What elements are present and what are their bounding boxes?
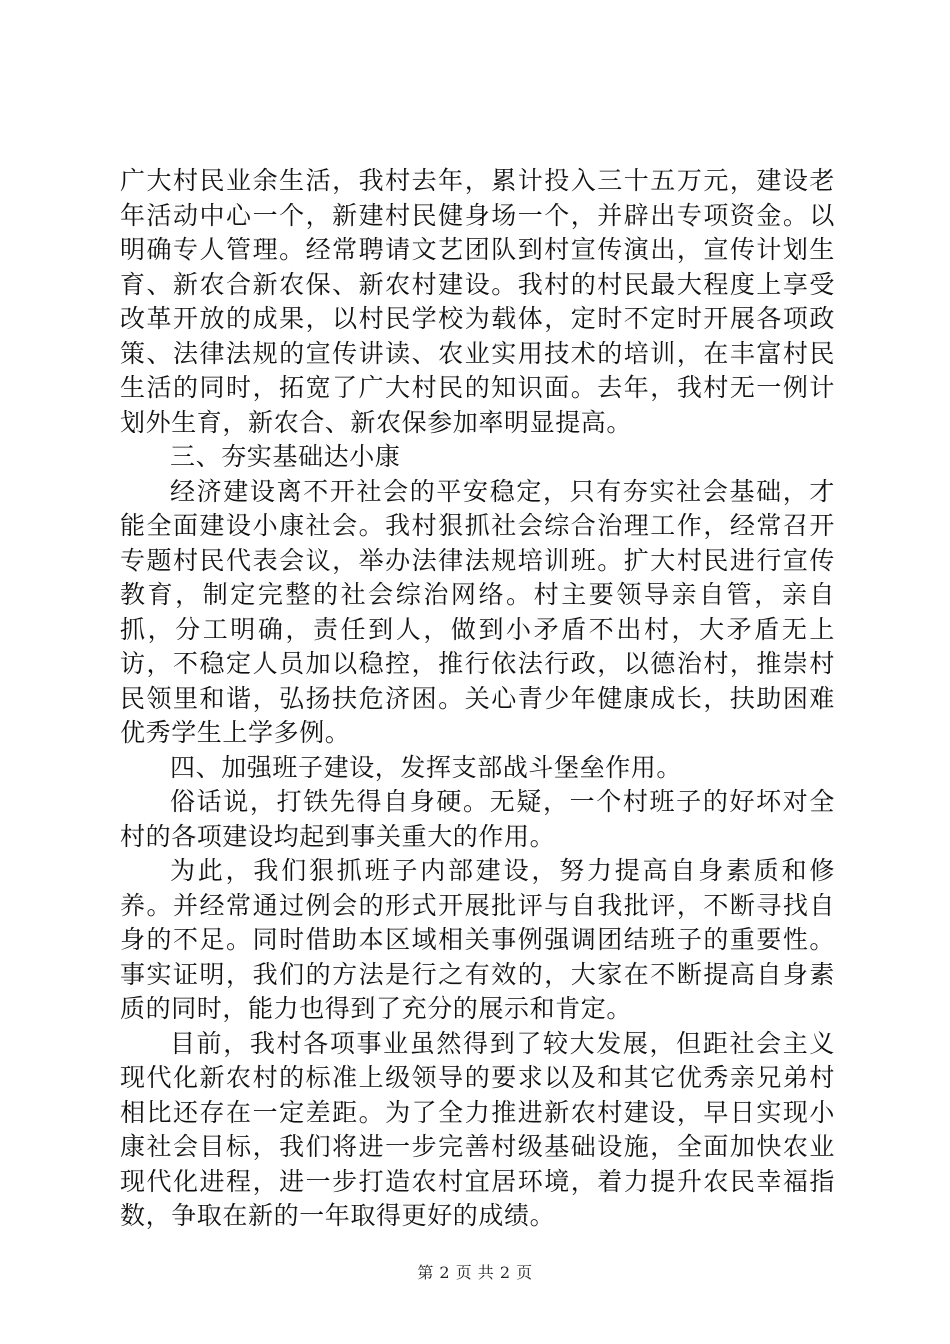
section-heading: 四、加强班子建设，发挥支部战斗堡垒作用。 xyxy=(170,752,683,782)
body-paragraph: 广大村民业余生活，我村去年，累计投入三十五万元，建设老年活动中心一个，新建村民健身场一个，并辟出专项资金。以明确专人管理。经常聘请文艺团队到村宣传演出，宣传计划生育、新农合新农保、新农村建设。我村的村民最大程度上享受改革开放的成果，以村民学校为载体，定时不定时开展各项政策、法律法规的宣传讲读、农业实用技术的培训，在丰富村民生活的同时，拓宽了广大村民的知识面。去年，我村无一例计划外生育，新农合、新农保参加率明显提高。 xyxy=(120,166,835,437)
body-paragraph: 目前，我村各项事业虽然得到了较大发展，但距社会主义现代化新农村的标准上级领导的要求以及和其它优秀亲兄弟村相比还存在一定差距。为了全力推进新农村建设，早日实现小康社会目标，我们将进一步完善村级基础设施，全面加快农业现代化进程，进一步打造农村宜居环境，着力提升农民幸福指数，争取在新的一年取得更好的成绩。 xyxy=(120,1028,835,1230)
body-paragraph: 为此，我们狠抓班子内部建设，努力提高自身素质和修养。并经常通过例会的形式开展批评与自我批评，不断寻找自身的不足。同时借助本区域相关事例强调团结班子的重要性。事实证明，我们的方法是行之有效的，大家在不断提高自身素质的同时，能力也得到了充分的展示和肯定。 xyxy=(120,856,835,1023)
section-heading: 三、夯实基础达小康 xyxy=(170,442,401,471)
body-paragraph: 俗话说，打铁先得自身硬。无疑，一个村班子的好坏对全村的各项建设均起到事关重大的作用。 xyxy=(120,787,835,851)
page-footer: 第 2 页 共 2 页 xyxy=(417,1263,533,1282)
body-paragraph: 经济建设离不开社会的平安稳定，只有夯实社会基础，才能全面建设小康社会。我村狠抓社会综合治理工作，经常召开专题村民代表会议，举办法律法规培训班。扩大村民进行宣传教育，制定完整的社会综治网络。村主要领导亲自管，亲自抓，分工明确，责任到人，做到小矛盾不出村，大矛盾无上访，不稳定人员加以稳控，推行依法行政，以德治村，推崇村民领里和谐，弘扬扶危济困。关心青少年健康成长，扶助困难优秀学生上学多例。 xyxy=(120,476,835,747)
document-body xyxy=(120,164,835,1234)
